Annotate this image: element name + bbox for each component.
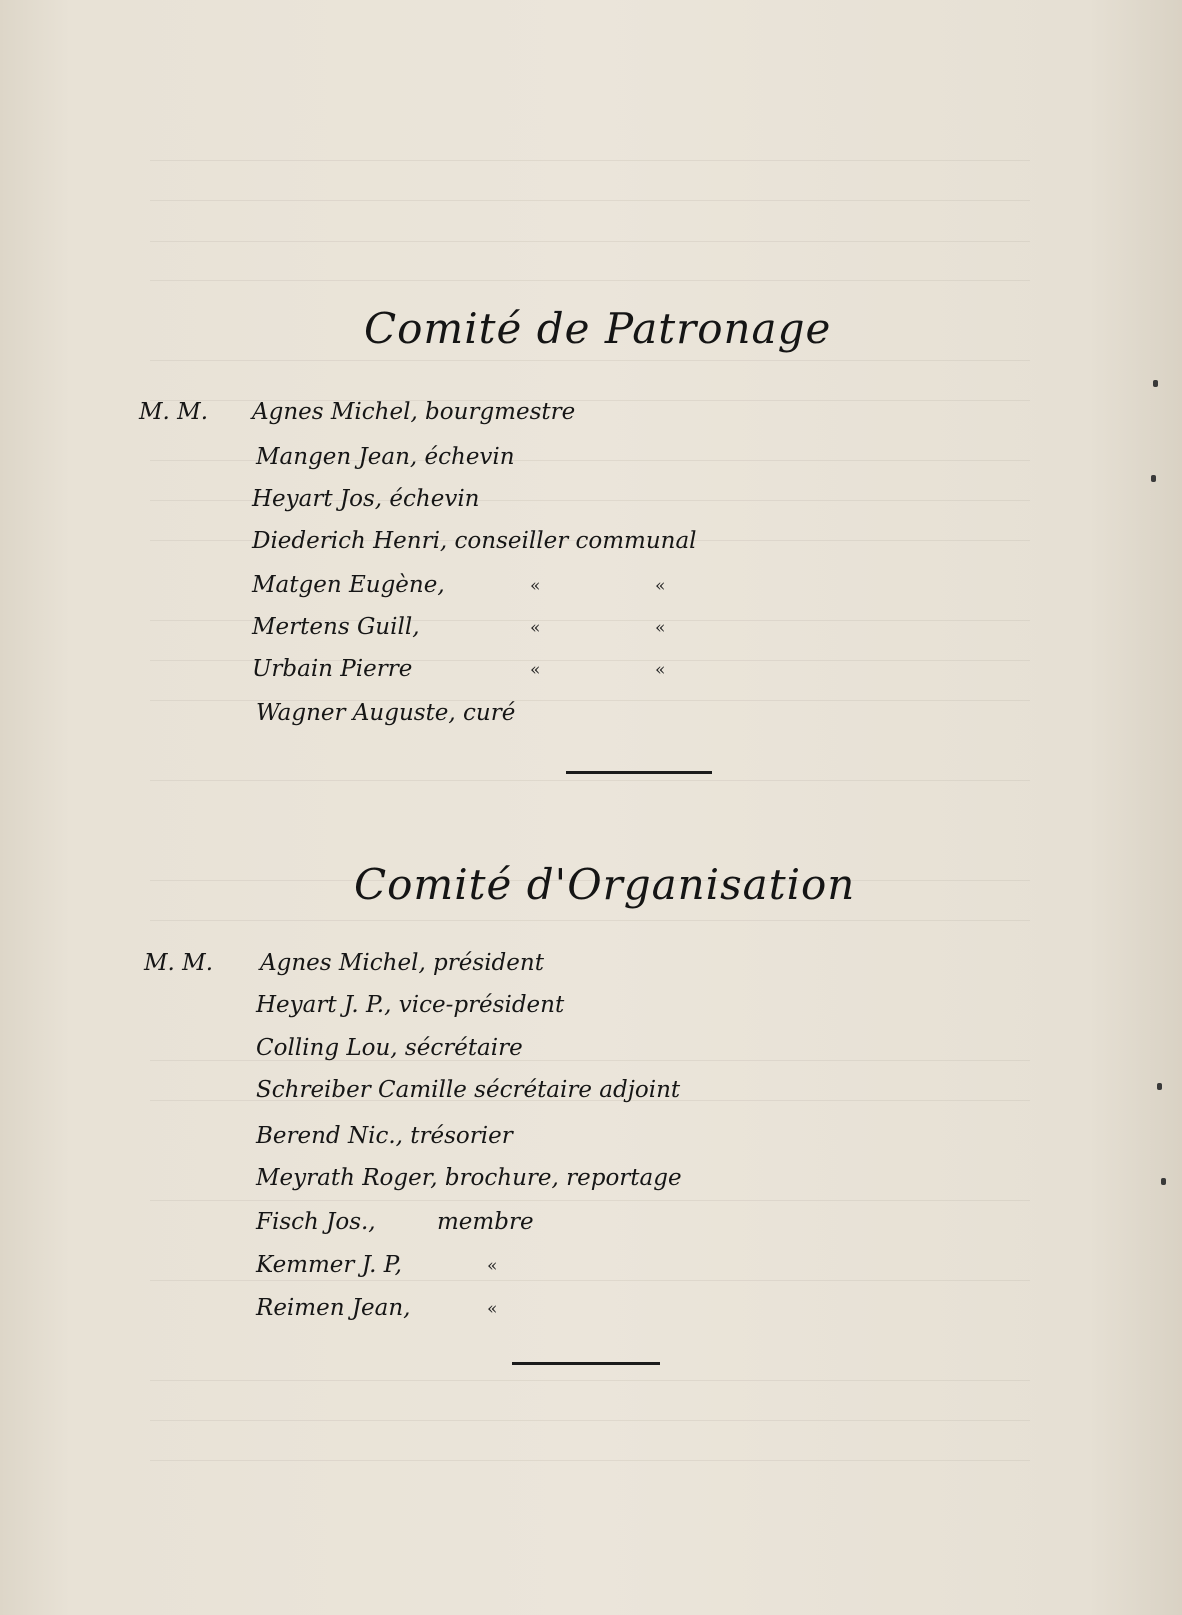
- organisation-member: Kemmer J. P,: [256, 1252, 402, 1278]
- patronage-heading: Comité de Patronage: [364, 304, 832, 353]
- patronage-ditto-mark: «: [530, 576, 541, 596]
- organisation-membre-label: membre: [437, 1209, 534, 1235]
- patronage-member: Heyart Jos, échevin: [252, 486, 480, 512]
- patronage-member: Wagner Auguste, curé: [256, 700, 516, 726]
- ink-speck: [1157, 1083, 1162, 1090]
- patronage-member: Mangen Jean, échevin: [256, 444, 515, 470]
- organisation-member: Schreiber Camille sécrétaire adjoint: [256, 1077, 681, 1103]
- organisation-prefix: M. M.: [144, 950, 214, 976]
- organisation-member: Heyart J. P., vice-président: [256, 992, 565, 1018]
- patronage-ditto-mark: «: [530, 660, 541, 680]
- patronage-member: Agnes Michel, bourgmestre: [252, 399, 576, 425]
- ink-speck: [1151, 475, 1156, 482]
- patronage-ditto-mark: «: [530, 618, 541, 638]
- organisation-ditto-mark: «: [487, 1256, 498, 1276]
- organisation-member: Fisch Jos.,: [256, 1209, 376, 1235]
- patronage-ditto-mark: «: [655, 618, 666, 638]
- patronage-member: Urbain Pierre: [252, 656, 413, 682]
- patronage-member: Diederich Henri, conseiller communal: [252, 528, 697, 554]
- closing-divider: [512, 1362, 660, 1365]
- ink-speck: [1153, 380, 1158, 387]
- patronage-ditto-mark: «: [655, 660, 666, 680]
- patronage-member: Matgen Eugène,: [252, 572, 445, 598]
- patronage-prefix: M. M.: [139, 399, 209, 425]
- organisation-member: Meyrath Roger, brochure, reportage: [256, 1165, 682, 1191]
- organisation-member: Berend Nic., trésorier: [256, 1123, 513, 1149]
- organisation-heading: Comité d'Organisation: [354, 860, 856, 909]
- organisation-member: Reimen Jean,: [256, 1295, 411, 1321]
- patronage-ditto-mark: «: [655, 576, 666, 596]
- patronage-member: Mertens Guill,: [252, 614, 420, 640]
- ink-speck: [1161, 1178, 1166, 1185]
- organisation-member: Agnes Michel, président: [260, 950, 544, 976]
- organisation-ditto-mark: «: [487, 1299, 498, 1319]
- organisation-member: Colling Lou, sécrétaire: [256, 1035, 523, 1061]
- section-divider: [566, 771, 712, 774]
